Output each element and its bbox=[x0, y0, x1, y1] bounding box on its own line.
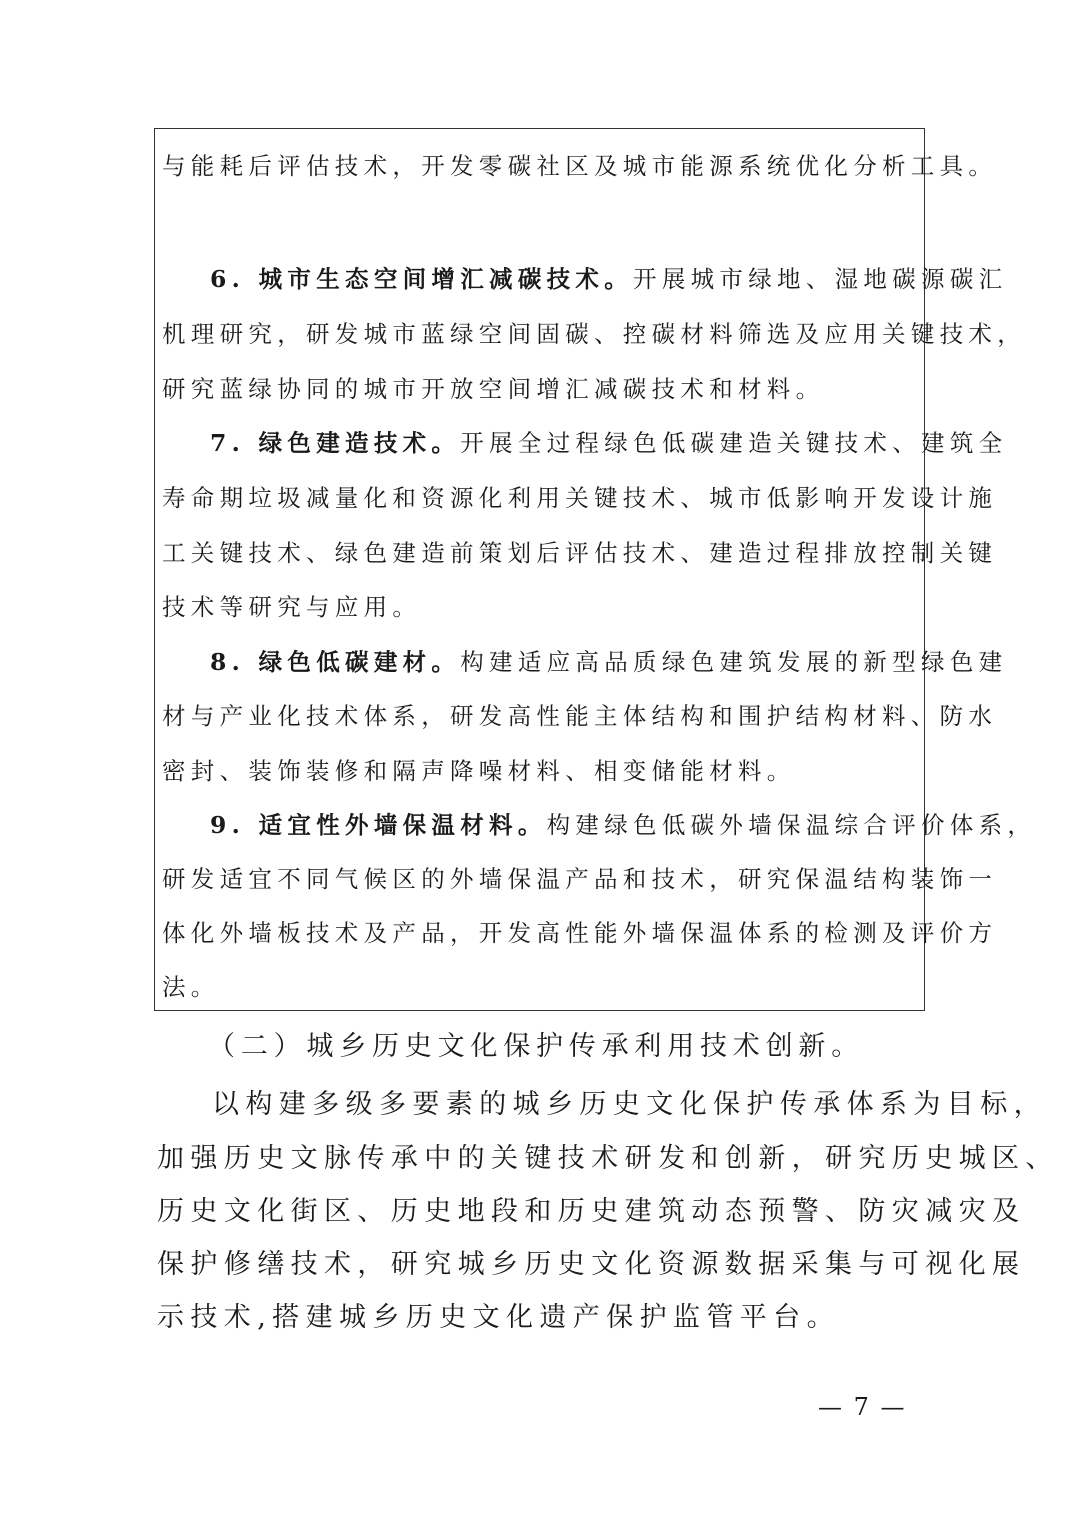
item-7-line-3: 工关键技术、绿色建造前策划后评估技术、建造过程排放控制关键 bbox=[162, 539, 998, 567]
item-9-line-3: 体化外墙板技术及产品，开发高性能外墙保温体系的检测及评价方 bbox=[162, 919, 998, 947]
item-9-title: 9. 适宜性外墙保温材料。 bbox=[210, 811, 547, 839]
item-9-line-2: 研发适宜不同气候区的外墙保温产品和技术，研究保温结构装饰一 bbox=[162, 865, 998, 893]
section-line-1: 以构建多级多要素的城乡历史文化保护传承体系为目标， bbox=[212, 1089, 1047, 1120]
item-7-line-4: 技术等研究与应用。 bbox=[162, 593, 422, 621]
item-7-line-1: 7. 绿色建造技术。开展全过程绿色低碳建造关键技术、建筑全 bbox=[210, 429, 1008, 457]
section-line-2: 加强历史文脉传承中的关键技术研发和创新，研究历史城区、 bbox=[157, 1143, 1059, 1174]
item-6-line-3: 研究蓝绿协同的城市开放空间增汇减碳技术和材料。 bbox=[162, 375, 825, 403]
item-8-line-1: 8. 绿色低碳建材。构建适应高品质绿色建筑发展的新型绿色建 bbox=[210, 648, 1008, 676]
section-line-5: 示技术,搭建城乡历史文化遗产保护监管平台。 bbox=[157, 1302, 840, 1333]
item-8-line-3: 密封、装饰装修和隔声降噪材料、相变储能材料。 bbox=[162, 757, 796, 785]
page-number: — 7 — bbox=[818, 1393, 907, 1421]
item-6-line-1: 6. 城市生态空间增汇减碳技术。开展城市绿地、湿地碳源碳汇 bbox=[210, 265, 1008, 293]
section-line-3: 历史文化街区、历史地段和历史建筑动态预警、防灾减灾及 bbox=[157, 1196, 1026, 1227]
item-7-line-2: 寿命期垃圾减量化和资源化利用关键技术、城市低影响开发设计施 bbox=[162, 484, 998, 512]
item-7-title: 7. 绿色建造技术。 bbox=[210, 429, 461, 457]
section-heading: （二）城乡历史文化保护传承利用技术创新。 bbox=[208, 1031, 864, 1062]
item-6-title: 6. 城市生态空间增汇减碳技术。 bbox=[210, 265, 634, 293]
box-intro-line: 与能耗后评估技术，开发零碳社区及城市能源系统优化分析工具。 bbox=[162, 152, 998, 180]
item-6-line-2: 机理研究，研发城市蓝绿空间固碳、控碳材料筛选及应用关键技术， bbox=[162, 320, 1026, 348]
item-9-line-1: 9. 适宜性外墙保温材料。构建绿色低碳外墙保温综合评价体系， bbox=[210, 811, 1037, 839]
item-9-line-4: 法。 bbox=[162, 973, 220, 1001]
item-8-line-2: 材与产业化技术体系，研发高性能主体结构和围护结构材料、防水 bbox=[162, 702, 998, 730]
item-8-title: 8. 绿色低碳建材。 bbox=[210, 648, 461, 676]
section-line-4: 保护修缮技术，研究城乡历史文化资源数据采集与可视化展 bbox=[157, 1249, 1026, 1280]
